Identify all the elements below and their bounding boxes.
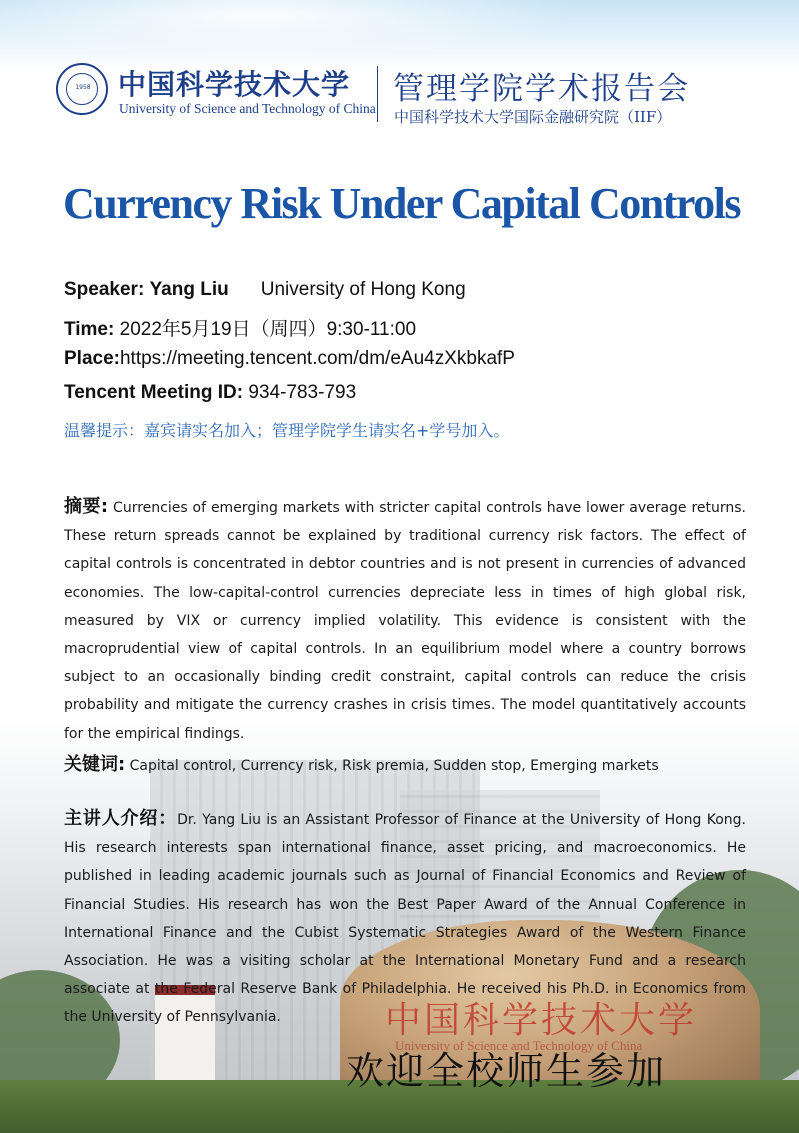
- university-seal-logo: [56, 63, 108, 115]
- keywords-line: [64, 750, 659, 776]
- time-value: 2022年5月19日（周四）9:30-11:00: [114, 319, 417, 340]
- header-divider: [377, 66, 378, 122]
- bio-text: Dr. Yang Liu is an Assistant Professor of Finance at the University of Hong Kong. His research interests span international finance, asset pricing, and macroeconomics. He published in leading academic journals such as Journal of Financial Economics and Review of Financial Studies. His research has won the Best Paper Award of the Annual Conference in International Finance and the Cubist Systematic Strategies Award of the Western Finance Association. He was a visiting scholar at the International Monetary Fund and a research associate at the Federal Reserve Bank of Philadelphia. He received his Ph.D. in Economics from the University of Pennsylvania.: [64, 812, 746, 1026]
- abstract-text: Currencies of emerging markets with stricter capital controls have lower average returns. These return spreads cannot be explained by traditional currency risk factors. The effect of capital controls is concentrated in debtor countries and is not present in currencies of advanced economies. The low-capital-control currencies depreciate less in times of high global risk, measured by VIX or currency implied volatility. This evidence is consistent with the macroprudential view of capital controls. In an equilibrium model where a country borrows subject to an occasionally binding credit constraint, capital controls can reduce the crisis probability and mitigate the currency crashes in crisis times. The model quantitatively accounts for the empirical findings.: [64, 500, 747, 742]
- sky-swoosh-decoration: [0, 0, 580, 60]
- series-subtitle: 中国科学技术大学国际金融研究院（IIF）: [394, 108, 672, 126]
- speaker-bio-paragraph: [64, 805, 746, 1032]
- place-line: [64, 348, 515, 370]
- meeting-id-value: 934-783-793: [243, 382, 357, 403]
- speaker-label: Speaker:: [64, 279, 145, 300]
- seal-year: 1958: [75, 84, 91, 91]
- time-label: Time:: [64, 319, 115, 340]
- welcome-banner: 欢迎全校师生参加: [346, 1049, 667, 1093]
- university-name-chinese: 中国科学技术大学: [118, 68, 351, 101]
- rock-inscription-english: University of Science and Technology of China: [395, 1038, 643, 1053]
- place-label: Place:: [64, 348, 120, 369]
- university-name-english: University of Science and Technology of China: [119, 101, 376, 116]
- meeting-id-label: Tencent Meeting ID:: [64, 382, 244, 403]
- abstract-paragraph: [64, 493, 746, 748]
- speaker-name: Yang Liu: [149, 279, 229, 300]
- series-title: 管理学院学术报告会: [393, 71, 690, 107]
- header-sky-background: [0, 0, 799, 70]
- rock-inscription: 中国科学技术大学: [385, 1000, 698, 1041]
- speaker-affiliation: University of Hong Kong: [260, 279, 466, 300]
- meeting-link[interactable]: https://meeting.tencent.com/dm/eAu4zXkbkafP: [119, 348, 515, 369]
- meeting-id-line: [64, 382, 356, 404]
- abstract-label: 摘要:: [64, 496, 109, 517]
- keywords-text: Capital control, Currency risk, Risk premia, Sudden stop, Emerging markets: [129, 758, 659, 774]
- talk-title: Currency Risk Under Capital Controls: [63, 179, 740, 228]
- seal-inner-ring: [66, 73, 98, 105]
- time-line: [64, 314, 416, 341]
- speaker-line: [64, 279, 466, 301]
- keywords-label: 关键词:: [64, 754, 126, 775]
- attendance-notice: 温馨提示：嘉宾请实名加入；管理学院学生请实名+学号加入。: [64, 421, 510, 440]
- bio-label: 主讲人介绍：: [64, 808, 178, 829]
